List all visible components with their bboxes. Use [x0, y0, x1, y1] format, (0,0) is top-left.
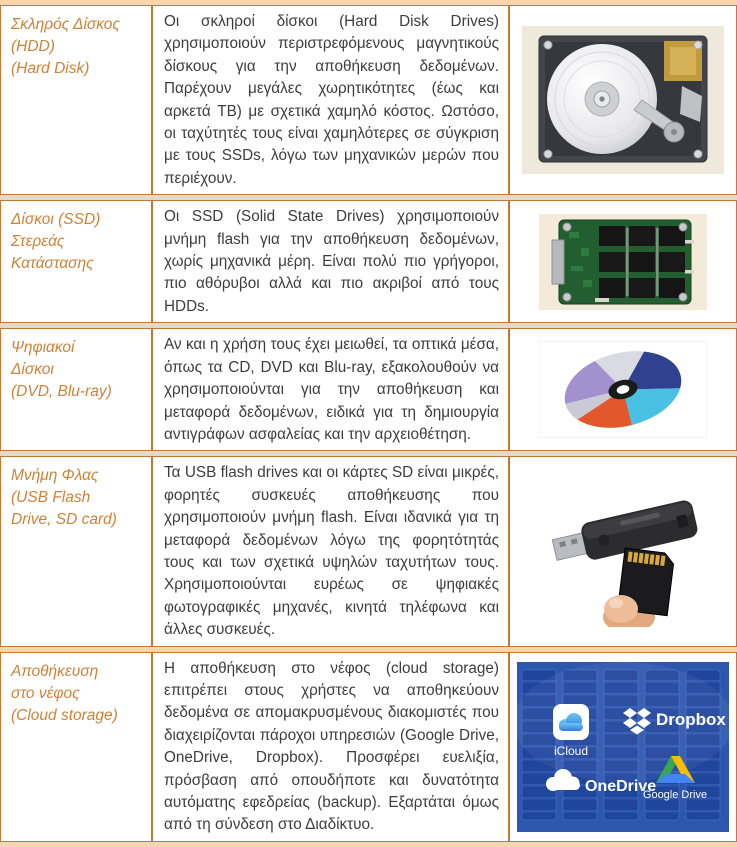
- row-title-line: (DVD, Blu-ray): [11, 383, 112, 401]
- chip-divider: [656, 228, 659, 296]
- ssd-connector-bracket: [552, 240, 564, 284]
- onedrive-cloud: [547, 781, 580, 790]
- row-description: Οι SSD (Solid State Drives) χρησιμοποιούν μνήμη flash για την αποθήκευση δεδομένων, χωρίς μηχανικά μέρη. Είναι πολύ πιο γρήγοροι, πιο αθόρυβοι αλλά και πιο ακριβοί από τους HDDs.: [164, 208, 499, 315]
- onedrive-label: OneDrive: [585, 777, 657, 795]
- cell-description-cloud: [152, 652, 509, 842]
- row-title-line: (Cloud storage): [11, 706, 118, 724]
- row-title-line: (USB Flash: [11, 489, 91, 507]
- icloud-label: iCloud: [553, 743, 589, 758]
- pcb-trace: [571, 266, 583, 271]
- icloud-logo: [553, 704, 589, 758]
- screw: [544, 41, 552, 49]
- cell-title-flash: [0, 456, 152, 646]
- row-title-line: Ψηφιακοί: [11, 339, 75, 357]
- row-title-line: Στερεάς: [11, 233, 65, 251]
- ssd-circuit-board-photo: [539, 214, 707, 310]
- chip-divider: [626, 228, 629, 296]
- row-description: Αν και η χρήση τους έχει μειωθεί, τα οπτικά μέσα, όπως τα CD, DVD και Blu-ray, εξακολουθούν να χρησιμοποιούνται για την αποθήκευση και μεταφορά δεδομένων, ειδικά για τη δημιουργία αντιγράφων ασφαλείας και την αρχειοθέτηση.: [164, 336, 499, 443]
- thumb-nail: [609, 598, 623, 609]
- icloud-cloud: [559, 723, 583, 731]
- cell-description-ssd: [152, 200, 509, 323]
- cell-image-flash: [509, 456, 737, 646]
- cell-image-optical: [509, 328, 737, 451]
- table-row-hdd: [0, 5, 737, 195]
- row-title-line: (HDD): [11, 38, 55, 55]
- table-row-ssd: [0, 200, 737, 323]
- screw: [679, 293, 687, 301]
- table-row-optical: [0, 328, 737, 451]
- row-title-line: Δίσκοι (SSD): [11, 211, 101, 229]
- nand-chip: [629, 278, 655, 298]
- row-description: Η αποθήκευση στο νέφος (cloud storage) επιτρέπει στους χρήστες να αποθηκεύουν δεδομένα σε απομακρυσμένους διακομιστές που διαχειρίζονται πάροχοι υπηρεσιών (Google Drive, OneDrive, Dropbox). Προσφέρει ευελιξία, πρόσβαση από οπουδήποτε και δυνατότητα αυτόματης εφεδρείας (backup). Εξαρτάται όμως από τη σύνδεση στο Διαδίκτυο.: [164, 659, 499, 834]
- row-title-line: (Hard Disk): [11, 60, 90, 77]
- cell-description-optical: [152, 328, 509, 451]
- row-description: Οι σκληροί δίσκοι (Hard Disk Drives) χρησιμοποιούν περιστρεφόμενους μαγνητικούς δίσκους για την αποθήκευση δεδομένων. Παρέχουν μεγάλες χωρητικότητες (έως και αρκετά TB) με σχετικά χαμηλό κόστος. Ωστόσο, οι ταχύτητές τους είναι χαμηλότερες σε σύγκριση με τους SSDs, λόγω των μηχανικών μερών που περιέχουν.: [164, 13, 499, 187]
- nand-chip: [599, 226, 625, 246]
- open-hard-disk-drive-photo: [522, 26, 724, 174]
- screw: [694, 150, 702, 158]
- cell-image-hdd: [509, 5, 737, 195]
- pcb-trace: [581, 248, 589, 256]
- usb-stick-and-sd-card-photo: [525, 475, 721, 627]
- hdd-gold-pcb-inner: [670, 47, 696, 75]
- cell-description-flash: [152, 456, 509, 646]
- smd-part: [685, 240, 694, 244]
- cell-title-hdd: [0, 5, 152, 195]
- row-title-line: στο νέφος: [11, 684, 80, 702]
- row-title-line: Κατάστασης: [11, 255, 94, 273]
- table-row-flash: [0, 456, 737, 646]
- google-drive-label: Google Drive: [642, 788, 708, 801]
- hub-center: [599, 97, 604, 102]
- screw: [544, 150, 552, 158]
- screw: [694, 41, 702, 49]
- cell-description-hdd: [152, 5, 509, 195]
- row-description: Τα USB flash drives και οι κάρτες SD είναι μικρές, φορητές συσκευές αποθήκευσης που χρησιμοποιούν μνήμη flash. Είναι ιδανικά για τη μεταφορά δεδομένων λόγω της φορητότητάς τους και των σχετικά υψηλών ταχυτήτων τους. Χρησιμοποιούνται ευρέως σε ψηφιακές φωτογραφικές μηχανές, κινητά τηλέφωνα και άλλες συσκευές.: [164, 464, 499, 639]
- row-title-line: Μνήμη Φλας: [11, 467, 99, 485]
- nand-chip: [629, 226, 655, 246]
- screw: [563, 223, 571, 231]
- table-row-cloud: [0, 652, 737, 842]
- pivot-screw: [671, 129, 677, 135]
- smd-part: [685, 270, 694, 274]
- nand-chip: [599, 252, 625, 272]
- screw: [679, 223, 687, 231]
- pcb-trace: [569, 232, 579, 238]
- cell-image-cloud: [509, 652, 737, 842]
- smd-part: [595, 298, 609, 302]
- nand-chip: [629, 252, 655, 272]
- pcb-trace: [583, 280, 592, 287]
- cloud-services-photo: [517, 662, 729, 832]
- row-title-line: Αποθήκευση: [11, 662, 99, 680]
- nand-chip: [599, 278, 625, 298]
- cell-title-ssd: [0, 200, 152, 323]
- ssd-nand-chips: [599, 226, 685, 298]
- dvd-disc-photo: [539, 341, 707, 438]
- row-title-line: Drive, SD card): [11, 511, 117, 529]
- cell-title-cloud: [0, 652, 152, 842]
- dropbox-label: Dropbox: [656, 709, 726, 729]
- cell-title-optical: [0, 328, 152, 451]
- row-title-line: Σκληρός Δίσκος: [11, 16, 120, 33]
- nand-chip: [659, 252, 685, 272]
- cell-image-ssd: [509, 200, 737, 323]
- screw: [563, 293, 571, 301]
- row-title-line: Δίσκοι: [11, 361, 54, 379]
